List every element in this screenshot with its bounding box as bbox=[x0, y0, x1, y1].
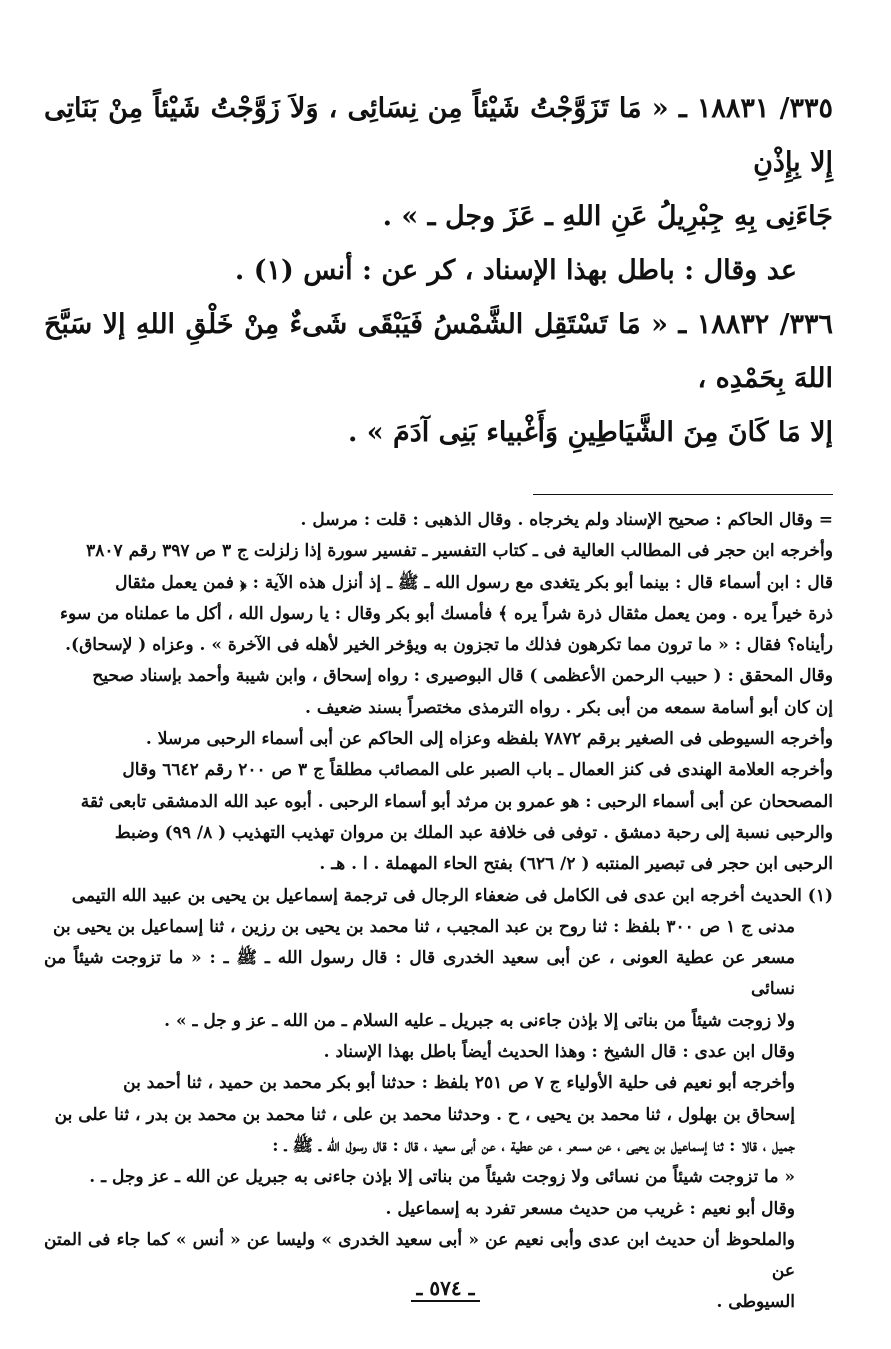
note-line: والرحبى نسبة إلى رحبة دمشق . توفى فى خلافة عبد الملك بن مروان تهذيب التهذيب ( ٨/ ٩٩) وضبط bbox=[114, 822, 833, 843]
footnote-line: وأخرجه أبو نعيم فى حلية الأولياء ج ٧ ص ٢٥١ بلفظ : حدثنا أبو بكر محمد بن حميد ، ثنا أحمد بن bbox=[123, 1073, 795, 1094]
footnote-line: جميل ، قالا : ثنا إسماعيل بن يحيى ، عن مسعر ، عن عطية ، عن أبى سعيد ، قال : قال رسول الله ـ ﷺ ـ : bbox=[272, 1135, 795, 1156]
note-line: وأخرجه السيوطى فى الصغير برقم ٧٨٧٢ بلفظه وعزاه إلى الحاكم عن أبى أسماء الرحبى مرسلا . bbox=[145, 729, 833, 750]
footnote-line: (١) الحديث أخرجه ابن عدى فى الكامل فى ضعفاء الرجال فى ترجمة إسماعيل بن يحيى بن عبيد الله التيمى bbox=[71, 885, 833, 906]
note-line: وقال المحقق : ( حبيب الرحمن الأعظمى ) قال البوصيرى : رواه إسحاق ، وابن شيبة وأحمد بإسناد صحيح bbox=[92, 666, 833, 687]
note-line: وأخرجه العلامة الهندى فى كنز العمال ـ باب الصبر على المصائب مطلقاً ج ٣ ص ٢٠٠ رقم ٦٦٤٢ وقال bbox=[122, 760, 833, 781]
footnote-line: ولا زوجت شيئاً من بناتى إلا بإذن جاءنى به جبريل ـ عليه السلام ـ من الله ـ عز و جل ـ » . bbox=[164, 1010, 795, 1031]
hadith-336-line-1: ٣٣٦/ ١٨٨٣٢ ـ « مَا تَسْتَقِل الشَّمْسُ فَيَبْقَى شَىءٌ مِنْ خَلْقِ اللهِ إلا سَبَّحَ اللهَ بِحَمْدِه ، bbox=[44, 309, 833, 394]
hadith-335-line-1: ٣٣٥/ ١٨٨٣١ ـ « مَا تَزَوَّجْتُ شَيْئاً مِن نِسَائِى ، وَلاَ زَوَّجْتُ شَيْئاً مِنْ بَنَاتِى إِلا بِإِذْنِ bbox=[44, 93, 833, 178]
footnote-line: وقال أبو نعيم : غريب من حديث مسعر تفرد به إسماعيل . bbox=[385, 1198, 795, 1219]
hadith-336-line-2: إلا مَا كَانَ مِنَ الشَّيَاطِينِ وَأَغْبياء بَنِى آدَمَ » . bbox=[347, 417, 833, 448]
note-line: ذرة خيراً يره . ومن يعمل مثقال ذرة شراً يره ﴾ فأمسك أبو بكر وقال : يا رسول الله ، أكل ما عملناه من سوء bbox=[60, 603, 833, 624]
footnote-line: مسعر عن عطية العونى ، عن أبى سعيد الخدرى قال : قال رسول الله ـ ﷺ ـ : « ما تزوجت شيئاً من نسائى bbox=[44, 948, 795, 1000]
footnote-line: « ما تزوجت شيئاً من نسائى ولا زوجت شيئاً من بناتى إلا بإذن جاءنى به جبريل عن الله ـ عز وجل ـ . bbox=[89, 1167, 795, 1188]
footnote-line: السيوطى . bbox=[716, 1292, 795, 1313]
note-line: رأيناه؟ فقال : « ما ترون مما تكرهون فذلك ما تجزون به ويؤخر الخير لأهله فى الآخرة » . وعزاه ( لإسحاق). bbox=[65, 635, 833, 656]
page-number-label: ـ ٥٧٤ ـ bbox=[411, 1276, 481, 1302]
note-line: = وقال الحاكم : صحيح الإسناد ولم يخرجاه . وقال الذهبى : قلت : مرسل . bbox=[300, 510, 833, 530]
note-line: قال : ابن أسماء قال : بينما أبو بكر يتغدى مع رسول الله ـ ﷺ ـ إذ أنزل هذه الآية : ﴿ فمن يعمل مثقال bbox=[115, 572, 833, 593]
footnote-line: إسحاق بن بهلول ، ثنا محمد بن يحيى ، ح . وحدثنا محمد بن على ، ثنا محمد بن محمد بن بدر ، ثنا على بن bbox=[54, 1104, 795, 1125]
footnote-1 bbox=[44, 881, 833, 1319]
footnote-divider bbox=[533, 494, 833, 495]
note-line: وأخرجه ابن حجر فى المطالب العالية فى ـ كتاب التفسير ـ تفسير سورة إذا زلزلت ج ٣ ص ٣٩٧ رقم ٣٨٠٧ bbox=[86, 541, 833, 562]
note-line: الرحبى ابن حجر فى تبصير المنتبه ( ٢/ ٦٢٦) بفتح الحاء المهملة . ا . هـ . bbox=[319, 854, 833, 875]
hadith-335-line-2: جَاءَنِى بِهِ جِبْرِيلُ عَنِ اللهِ ـ عَزَ وجل ـ » . bbox=[382, 201, 833, 232]
note-line: المصححان عن أبى أسماء الرحبى : هو عمرو بن مرثد أبو أسماء الرحبى . أبوه عبد الله الدمشقى تابعى ثقة bbox=[80, 791, 833, 812]
continued-notes bbox=[44, 505, 833, 881]
footnote-line: والملحوظ أن حديث ابن عدى وأبى نعيم عن « أبى سعيد الخدرى » وليسا عن « أنس » كما جاء فى المتن عن bbox=[44, 1229, 795, 1282]
note-line: إن كان أبو أسامة سمعه من أبى بكر . رواه الترمذى مختصراً بسند ضعيف . bbox=[305, 697, 833, 718]
main-text bbox=[44, 82, 833, 460]
hadith-335-source: عد وقال : باطل بهذا الإسناد ، كر عن : أنس (١) . bbox=[234, 255, 797, 286]
footnote-line: مدنى ج ١ ص ٣٠٠ بلفظ : ثنا روح بن عبد المجيب ، ثنا محمد بن يحيى بن رزين ، ثنا إسماعيل بن يحيى بن bbox=[52, 916, 795, 937]
footnote-line: وقال ابن عدى : قال الشيخ : وهذا الحديث أيضاً باطل بهذا الإسناد . bbox=[323, 1042, 795, 1063]
page-number bbox=[0, 1276, 891, 1300]
